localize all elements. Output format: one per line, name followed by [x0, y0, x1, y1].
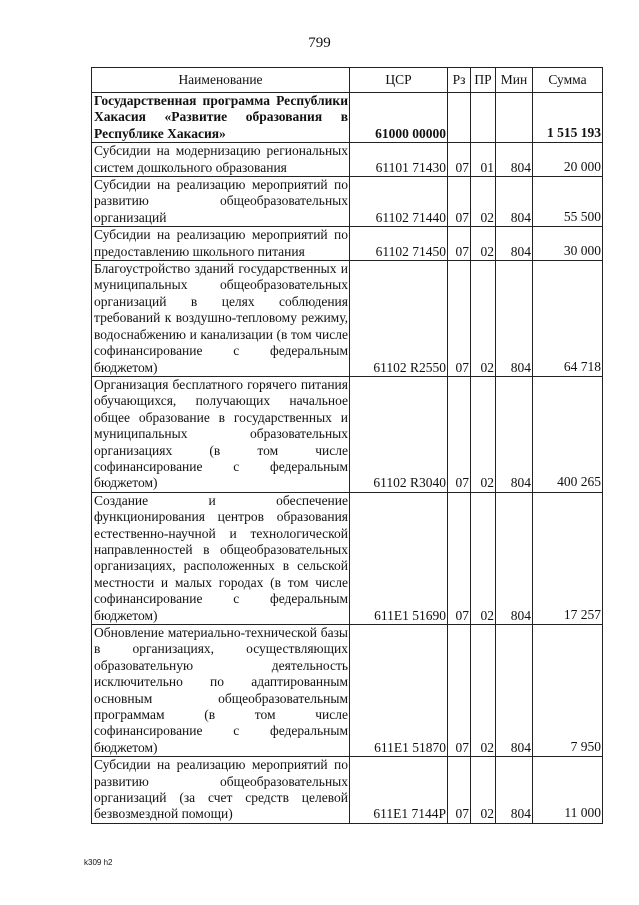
row-csr: 61101 71430: [350, 143, 448, 177]
program-csr: 61000 00000: [350, 93, 448, 143]
row-pr: 02: [471, 261, 496, 377]
program-name: Государственная программа Республики Хакасия «Развитие образования в Республике Хакасия»: [92, 93, 350, 143]
program-pr: [471, 93, 496, 143]
row-sum: 55 500: [533, 177, 603, 227]
table-header-row: [92, 68, 603, 93]
row-name: Субсидии на модернизацию региональных систем дошкольного образования: [92, 143, 350, 177]
table-row: [92, 757, 603, 824]
table-row: [92, 227, 603, 261]
row-sum: 400 265: [533, 376, 603, 492]
row-sum: 17 257: [533, 492, 603, 624]
table-row: [92, 376, 603, 492]
row-name: Организация бесплатного горячего питания обучающихся, получающих начальное общее образование в государственных и муниципальных образовательных организациях (в том числе софинансирование с федеральным бюджетом): [92, 376, 350, 492]
header-rz: Рз: [448, 68, 471, 93]
row-rz: 07: [448, 492, 471, 624]
row-pr: 02: [471, 625, 496, 757]
row-min: 804: [496, 376, 533, 492]
row-name: Субсидии на реализацию мероприятий по развитию общеобразовательных организаций (за счет средств целевой безвозмездной помощи): [92, 757, 350, 824]
row-rz: 07: [448, 143, 471, 177]
row-csr: 61102 71450: [350, 227, 448, 261]
row-csr: 611E1 7144P: [350, 757, 448, 824]
row-rz: 07: [448, 757, 471, 824]
row-rz: 07: [448, 376, 471, 492]
row-pr: 02: [471, 227, 496, 261]
row-name: Создание и обеспечение функционирования центров образования естественно-научной и технологической направленностей в общеобразовательных организациях, расположенных в сельской местности и малых городах (в том числе софинансирование с федеральным бюджетом): [92, 492, 350, 624]
row-rz: 07: [448, 625, 471, 757]
row-csr: 611E1 51870: [350, 625, 448, 757]
row-min: 804: [496, 757, 533, 824]
table-row: [92, 492, 603, 624]
program-sum: 1 515 193: [533, 93, 603, 143]
row-min: 804: [496, 143, 533, 177]
header-pr: ПР: [471, 68, 496, 93]
budget-table: [91, 67, 603, 824]
table-row: [92, 177, 603, 227]
program-row: [92, 93, 603, 143]
program-min: [496, 93, 533, 143]
row-sum: 30 000: [533, 227, 603, 261]
page-number: 799: [308, 35, 331, 51]
row-pr: 02: [471, 757, 496, 824]
row-name: Обновление материально-технической базы в организациях, осуществляющих образовательную деятельность исключительно по адаптированным основным общеобразовательным программам (в том числе софинансирование с федеральным бюджетом): [92, 625, 350, 757]
row-rz: 07: [448, 227, 471, 261]
row-csr: 611E1 51690: [350, 492, 448, 624]
header-csr: ЦСР: [350, 68, 448, 93]
row-min: 804: [496, 261, 533, 377]
table-row: [92, 625, 603, 757]
row-sum: 20 000: [533, 143, 603, 177]
header-sum: Сумма: [533, 68, 603, 93]
row-name: Субсидии на реализацию мероприятий по предоставлению школьного питания: [92, 227, 350, 261]
row-name: Благоустройство зданий государственных и муниципальных общеобразовательных организаций в целях соблюдения требований к воздушно-тепловому режиму, водоснабжению и канализации (в том числе софинансирование с федеральным бюджетом): [92, 261, 350, 377]
table-row: [92, 261, 603, 377]
table-row: [92, 143, 603, 177]
program-rz: [448, 93, 471, 143]
row-pr: 02: [471, 492, 496, 624]
row-rz: 07: [448, 261, 471, 377]
row-csr: 61102 71440: [350, 177, 448, 227]
row-min: 804: [496, 492, 533, 624]
header-min: Мин: [496, 68, 533, 93]
row-sum: 7 950: [533, 625, 603, 757]
header-name: Наименование: [92, 68, 350, 93]
row-pr: 02: [471, 376, 496, 492]
row-csr: 61102 R2550: [350, 261, 448, 377]
row-sum: 11 000: [533, 757, 603, 824]
row-min: 804: [496, 625, 533, 757]
footer-code: k309 h2: [84, 858, 113, 867]
row-min: 804: [496, 177, 533, 227]
row-min: 804: [496, 227, 533, 261]
row-csr: 61102 R3040: [350, 376, 448, 492]
row-pr: 02: [471, 177, 496, 227]
row-pr: 01: [471, 143, 496, 177]
row-name: Субсидии на реализацию мероприятий по развитию общеобразовательных организаций: [92, 177, 350, 227]
row-rz: 07: [448, 177, 471, 227]
row-sum: 64 718: [533, 261, 603, 377]
